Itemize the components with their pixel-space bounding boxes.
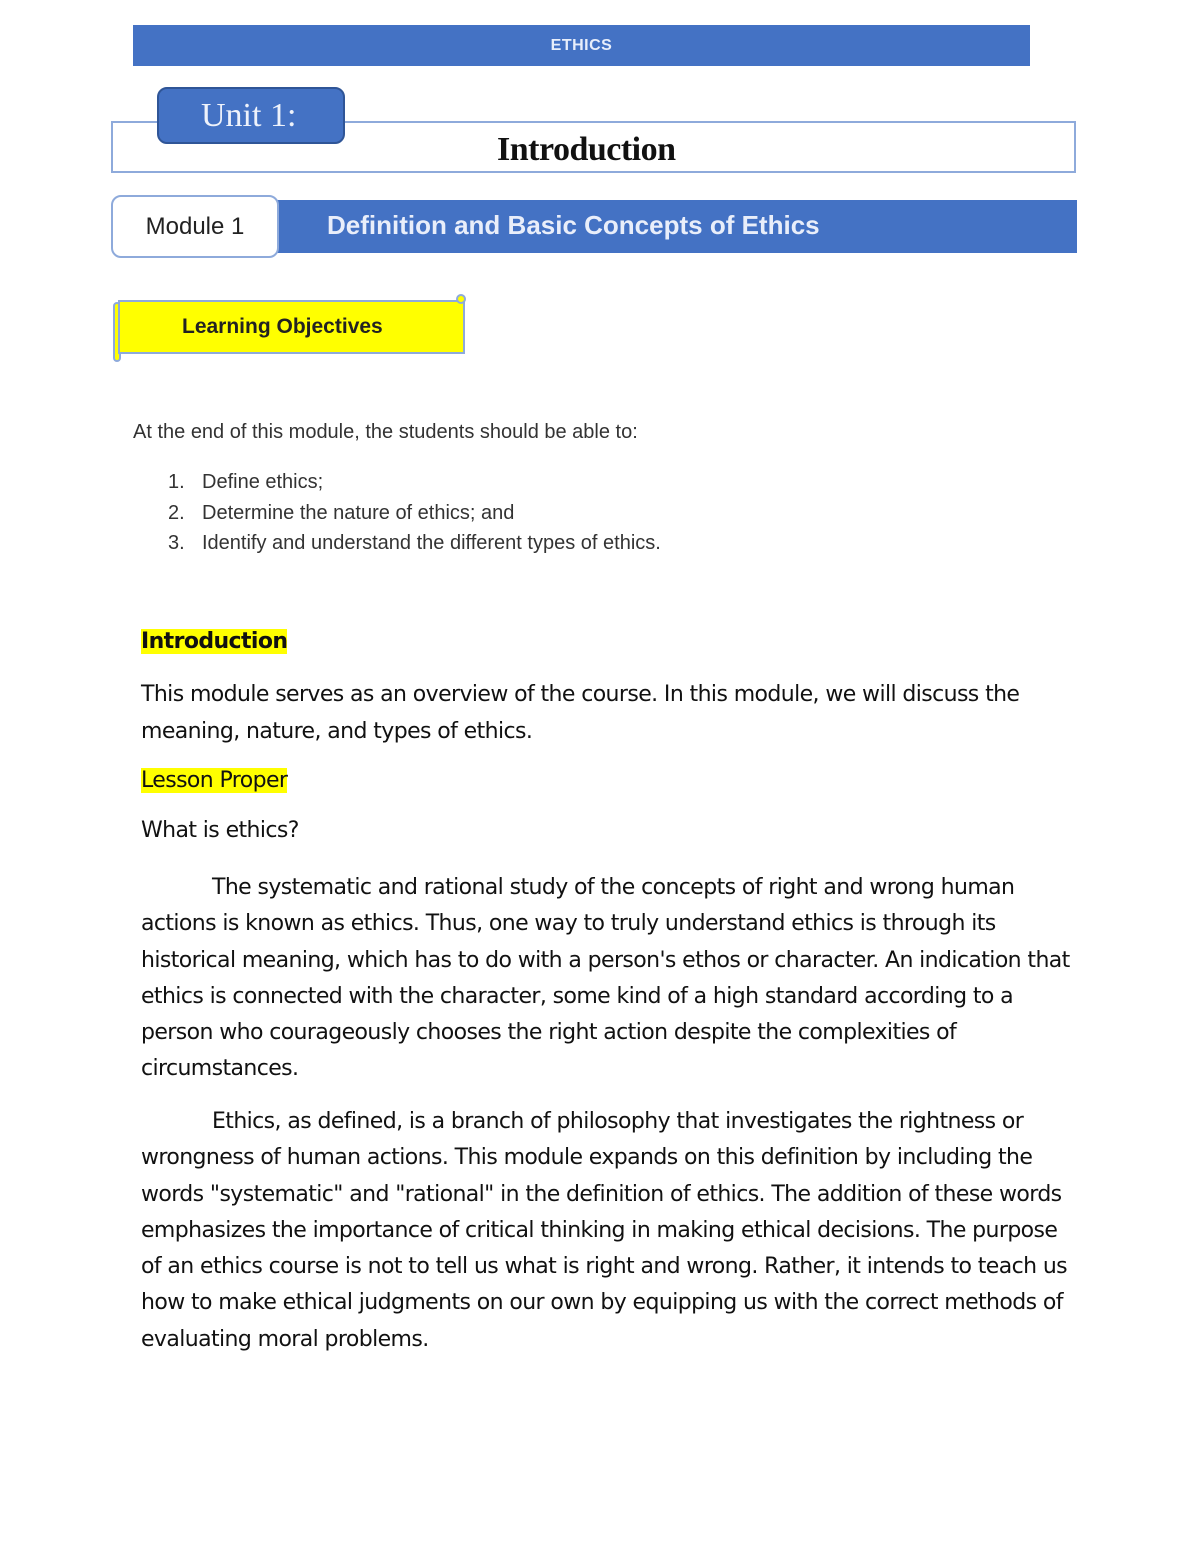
introduction-heading-text: Introduction (141, 629, 288, 654)
objective-text: Determine the nature of ethics; and (202, 502, 515, 524)
objective-number: 2. (168, 502, 185, 524)
objective-number: 1. (168, 471, 185, 493)
introduction-heading (141, 629, 287, 654)
introduction-text: This module serves as an overview of the course. In this module, we will discuss the meaning, nature, and types of ethics. (141, 682, 1020, 744)
ethics-banner: ETHICS (133, 25, 1030, 66)
lesson-paragraph: Ethics, as defined, is a branch of philosophy that investigates the rightness or wrongness of human actions. This module expands on this definition by including the words "systematic" and "rational" in the definition of ethics. The addition of these words emphasizes the importance of critical thinking in making ethical decisions. The purpose of an ethics course is not to tell us what is right and wrong. Rather, it intends to teach us how to make ethical judgments on our own by equipping us with the correct methods of evaluating moral problems. (141, 1109, 1068, 1352)
scroll-curl-right (456, 294, 466, 304)
objective-text: Identify and understand the different types of ethics. (202, 532, 661, 554)
objective-number: 3. (168, 532, 185, 554)
unit-title: Introduction (497, 131, 676, 168)
lesson-question: What is ethics? (141, 818, 299, 843)
learning-objectives-heading (118, 300, 465, 354)
learning-objectives-label: Learning Objectives (182, 315, 383, 338)
module-label: Module 1 (111, 195, 279, 258)
unit-label: Unit 1: (157, 87, 345, 144)
objective-item (168, 502, 514, 525)
objectives-intro: At the end of this module, the students should be able to: (133, 421, 638, 443)
objective-text: Define ethics; (202, 471, 324, 493)
lesson-heading-text: Lesson Proper (141, 768, 288, 793)
module-title: Definition and Basic Concepts of Ethics (327, 210, 820, 240)
lesson-heading (141, 768, 287, 793)
objective-item (168, 532, 661, 555)
lesson-paragraph: The systematic and rational study of the concepts of right and wrong human actions is known as ethics. Thus, one way to truly understand ethics is through its historical meaning, which has to do with a person's ethos or character. An indication that ethics is connected with the character, some kind of a high standard according to a person who courageously chooses the right action despite the complexities of circumstances. (141, 875, 1070, 1082)
objective-item (168, 471, 323, 494)
